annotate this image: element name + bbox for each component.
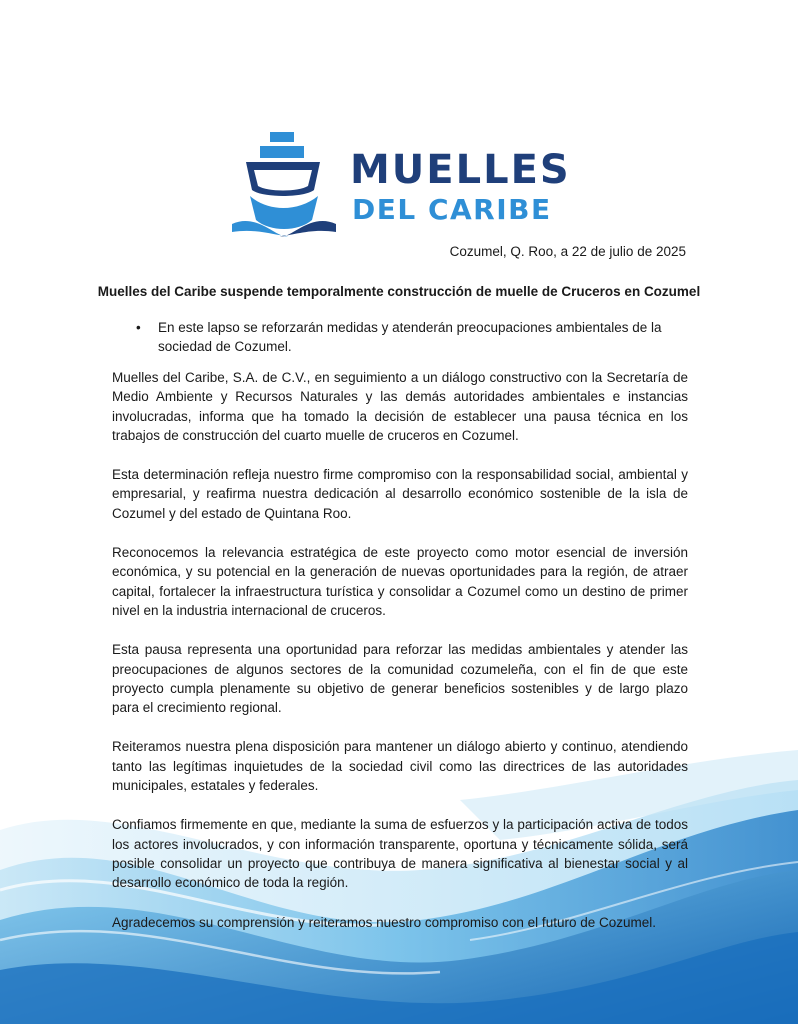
bullet-icon: • [136,320,141,335]
logo-text-muelles: MUELLES [350,147,571,193]
closing-paragraph: Agradecemos su comprensión y reiteramos nuestro compromiso con el futuro de Cozumel. [112,914,656,930]
paragraph: Reconocemos la relevancia estratégica de este proyecto como motor esencial de inversión económica, y su potencial en la generación de nuevas oportunidades para la región, de atraer capital, fortalecer la infraestructura turística y consolidar a Cozumel como un destino de primer nivel en la industria internacional de cruceros. [112,545,688,618]
bullet-list [112,318,692,356]
logo-text-del-caribe: DEL CARIBE [352,193,552,226]
ship-bow-icon [228,128,340,240]
bullet-text: En este lapso se reforzarán medidas y atenderán preocupaciones ambientales de la sociedad de Cozumel. [158,320,662,354]
paragraph: Esta determinación refleja nuestro firme compromiso con la responsabilidad social, ambiental y empresarial, y reafirma nuestra dedicación al desarrollo económico sostenible de la isla de Cozumel y del estado de Quintana Roo. [112,467,688,521]
paragraph: Confiamos firmemente en que, mediante la suma de esfuerzos y la participación activa de todos los actores involucrados, y con información transparente, oportuna y técnicamente sólida, será posible consolidar un proyecto que contribuya de manera significativa al bienestar social y al desarrollo económico de toda la región. [112,817,688,891]
bullet-item [112,318,692,356]
body-text [112,368,688,952]
headline: Muelles del Caribe suspende temporalmente construcción de muelle de Cruceros en Cozumel [97,284,701,299]
paragraph: Muelles del Caribe, S.A. de C.V., en seguimiento a un diálogo constructivo con la Secretaría de Medio Ambiente y Recursos Naturales y las demás autoridades ambientales e instancias involucradas, informa que ha tomado la decisión de establecer una pausa técnica en los trabajos de construcción del cuarto muelle de cruceros en Cozumel. [112,370,688,443]
paragraph: Esta pausa representa una oportunidad para reforzar las medidas ambientales y atender las preocupaciones de algunos sectores de la comunidad cozumeleña, con el fin de que este proyecto cumpla plenamente su objetivo de generar beneficios sostenibles y de largo plazo para el crecimiento regional. [112,642,688,716]
paragraph: Reiteramos nuestra plena disposición para mantener un diálogo abierto y continuo, atendiendo tanto las legítimas inquietudes de la sociedad civil como las directrices de las autoridades municipales, estatales y federales. [112,739,688,794]
company-logo [228,128,571,240]
dateline: Cozumel, Q. Roo, a 22 de julio de 2025 [449,244,686,259]
